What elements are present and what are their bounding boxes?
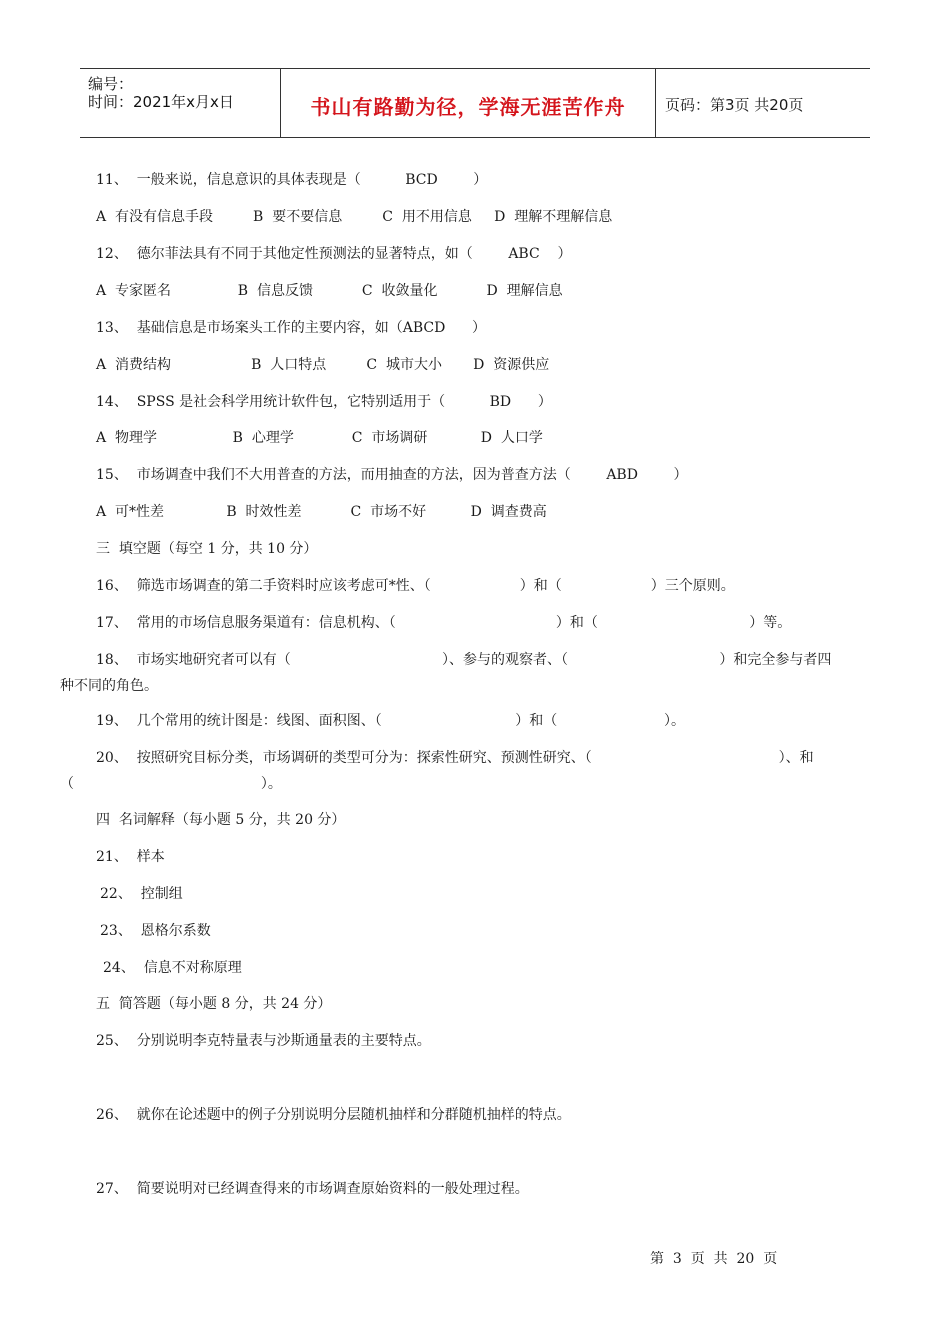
question-14: 14、 SPSS 是社会科学用统计软件包，它特别适用于（ BD ） — [96, 394, 552, 410]
question-21: 21、 样本 — [96, 849, 165, 865]
page-header — [80, 68, 870, 138]
options-12: A 专家匿名 B 信息反馈 C 收敛量化 D 理解信息 — [96, 283, 563, 299]
page-footer: 第 3 页 共 20 页 — [650, 1251, 778, 1267]
question-11: 11、 一般来说，信息意识的具体表现是（ BCD ） — [96, 172, 488, 188]
question-15: 15、 市场调查中我们不大用普查的方法，而用抽查的方法，因为普查方法（ ABD ） — [96, 467, 688, 483]
header-left-cell — [80, 69, 280, 137]
question-27: 27、 简要说明对已经调查得来的市场调查原始资料的一般处理过程。 — [96, 1181, 529, 1197]
question-26: 26、 就你在论述题中的例子分别说明分层随机抽样和分群随机抽样的特点。 — [96, 1107, 571, 1123]
options-11: A 有没有信息手段 B 要不要信息 C 用不用信息 D 理解不理解信息 — [96, 209, 613, 225]
question-12: 12、 德尔菲法具有不同于其他定性预测法的显著特点，如（ ABC ） — [96, 246, 572, 262]
header-middle-cell — [280, 69, 656, 137]
question-22: 22、 控制组 — [100, 886, 183, 902]
question-16: 16、 筛选市场调查的第二手资料时应该考虑可*性、（ ）和（ ）三个原则。 — [96, 578, 735, 594]
section-3-title: 三 填空题（每空 1 分，共 10 分） — [96, 541, 318, 557]
question-24: 24、 信息不对称原理 — [103, 960, 242, 976]
page-code: 页码：第3页 共20页 — [665, 96, 804, 114]
options-15: A 可*性差 B 时效性差 C 市场不好 D 调查费高 — [96, 504, 547, 520]
question-20: 20、 按照研究目标分类，市场调研的类型可分为：探索性研究、预测性研究、（ ）、和 — [96, 750, 814, 766]
question-17: 17、 常用的市场信息服务渠道有：信息机构、（ ）和（ ）等。 — [96, 615, 792, 631]
options-13: A 消费结构 B 人口特点 C 城市大小 D 资源供应 — [96, 357, 550, 373]
question-20-continued: （ ）。 — [60, 776, 282, 792]
question-23: 23、 恩格尔系数 — [100, 923, 211, 939]
question-18-continued: 种不同的角色。 — [60, 678, 158, 694]
section-5-title: 五 简答题（每小题 8 分，共 24 分） — [96, 996, 332, 1012]
time-label: 时间：2021年x月x日 — [88, 93, 234, 111]
serial-label: 编号： — [88, 75, 134, 93]
question-18: 18、 市场实地研究者可以有（ ）、参与的观察者、（ ）和完全参与者四 — [96, 652, 832, 668]
section-4-title: 四 名词解释（每小题 5 分，共 20 分） — [96, 812, 346, 828]
question-25: 25、 分别说明李克特量表与沙斯通量表的主要特点。 — [96, 1033, 431, 1049]
header-motto: 书山有路勤为径，学海无涯苦作舟 — [310, 95, 626, 119]
options-14: A 物理学 B 心理学 C 市场调研 D 人口学 — [96, 430, 543, 446]
header-right-cell — [655, 69, 870, 137]
question-13: 13、 基础信息是市场案头工作的主要内容，如（ABCD ） — [96, 320, 487, 336]
question-19: 19、 几个常用的统计图是：线图、面积图、（ ）和（ ）。 — [96, 713, 686, 729]
